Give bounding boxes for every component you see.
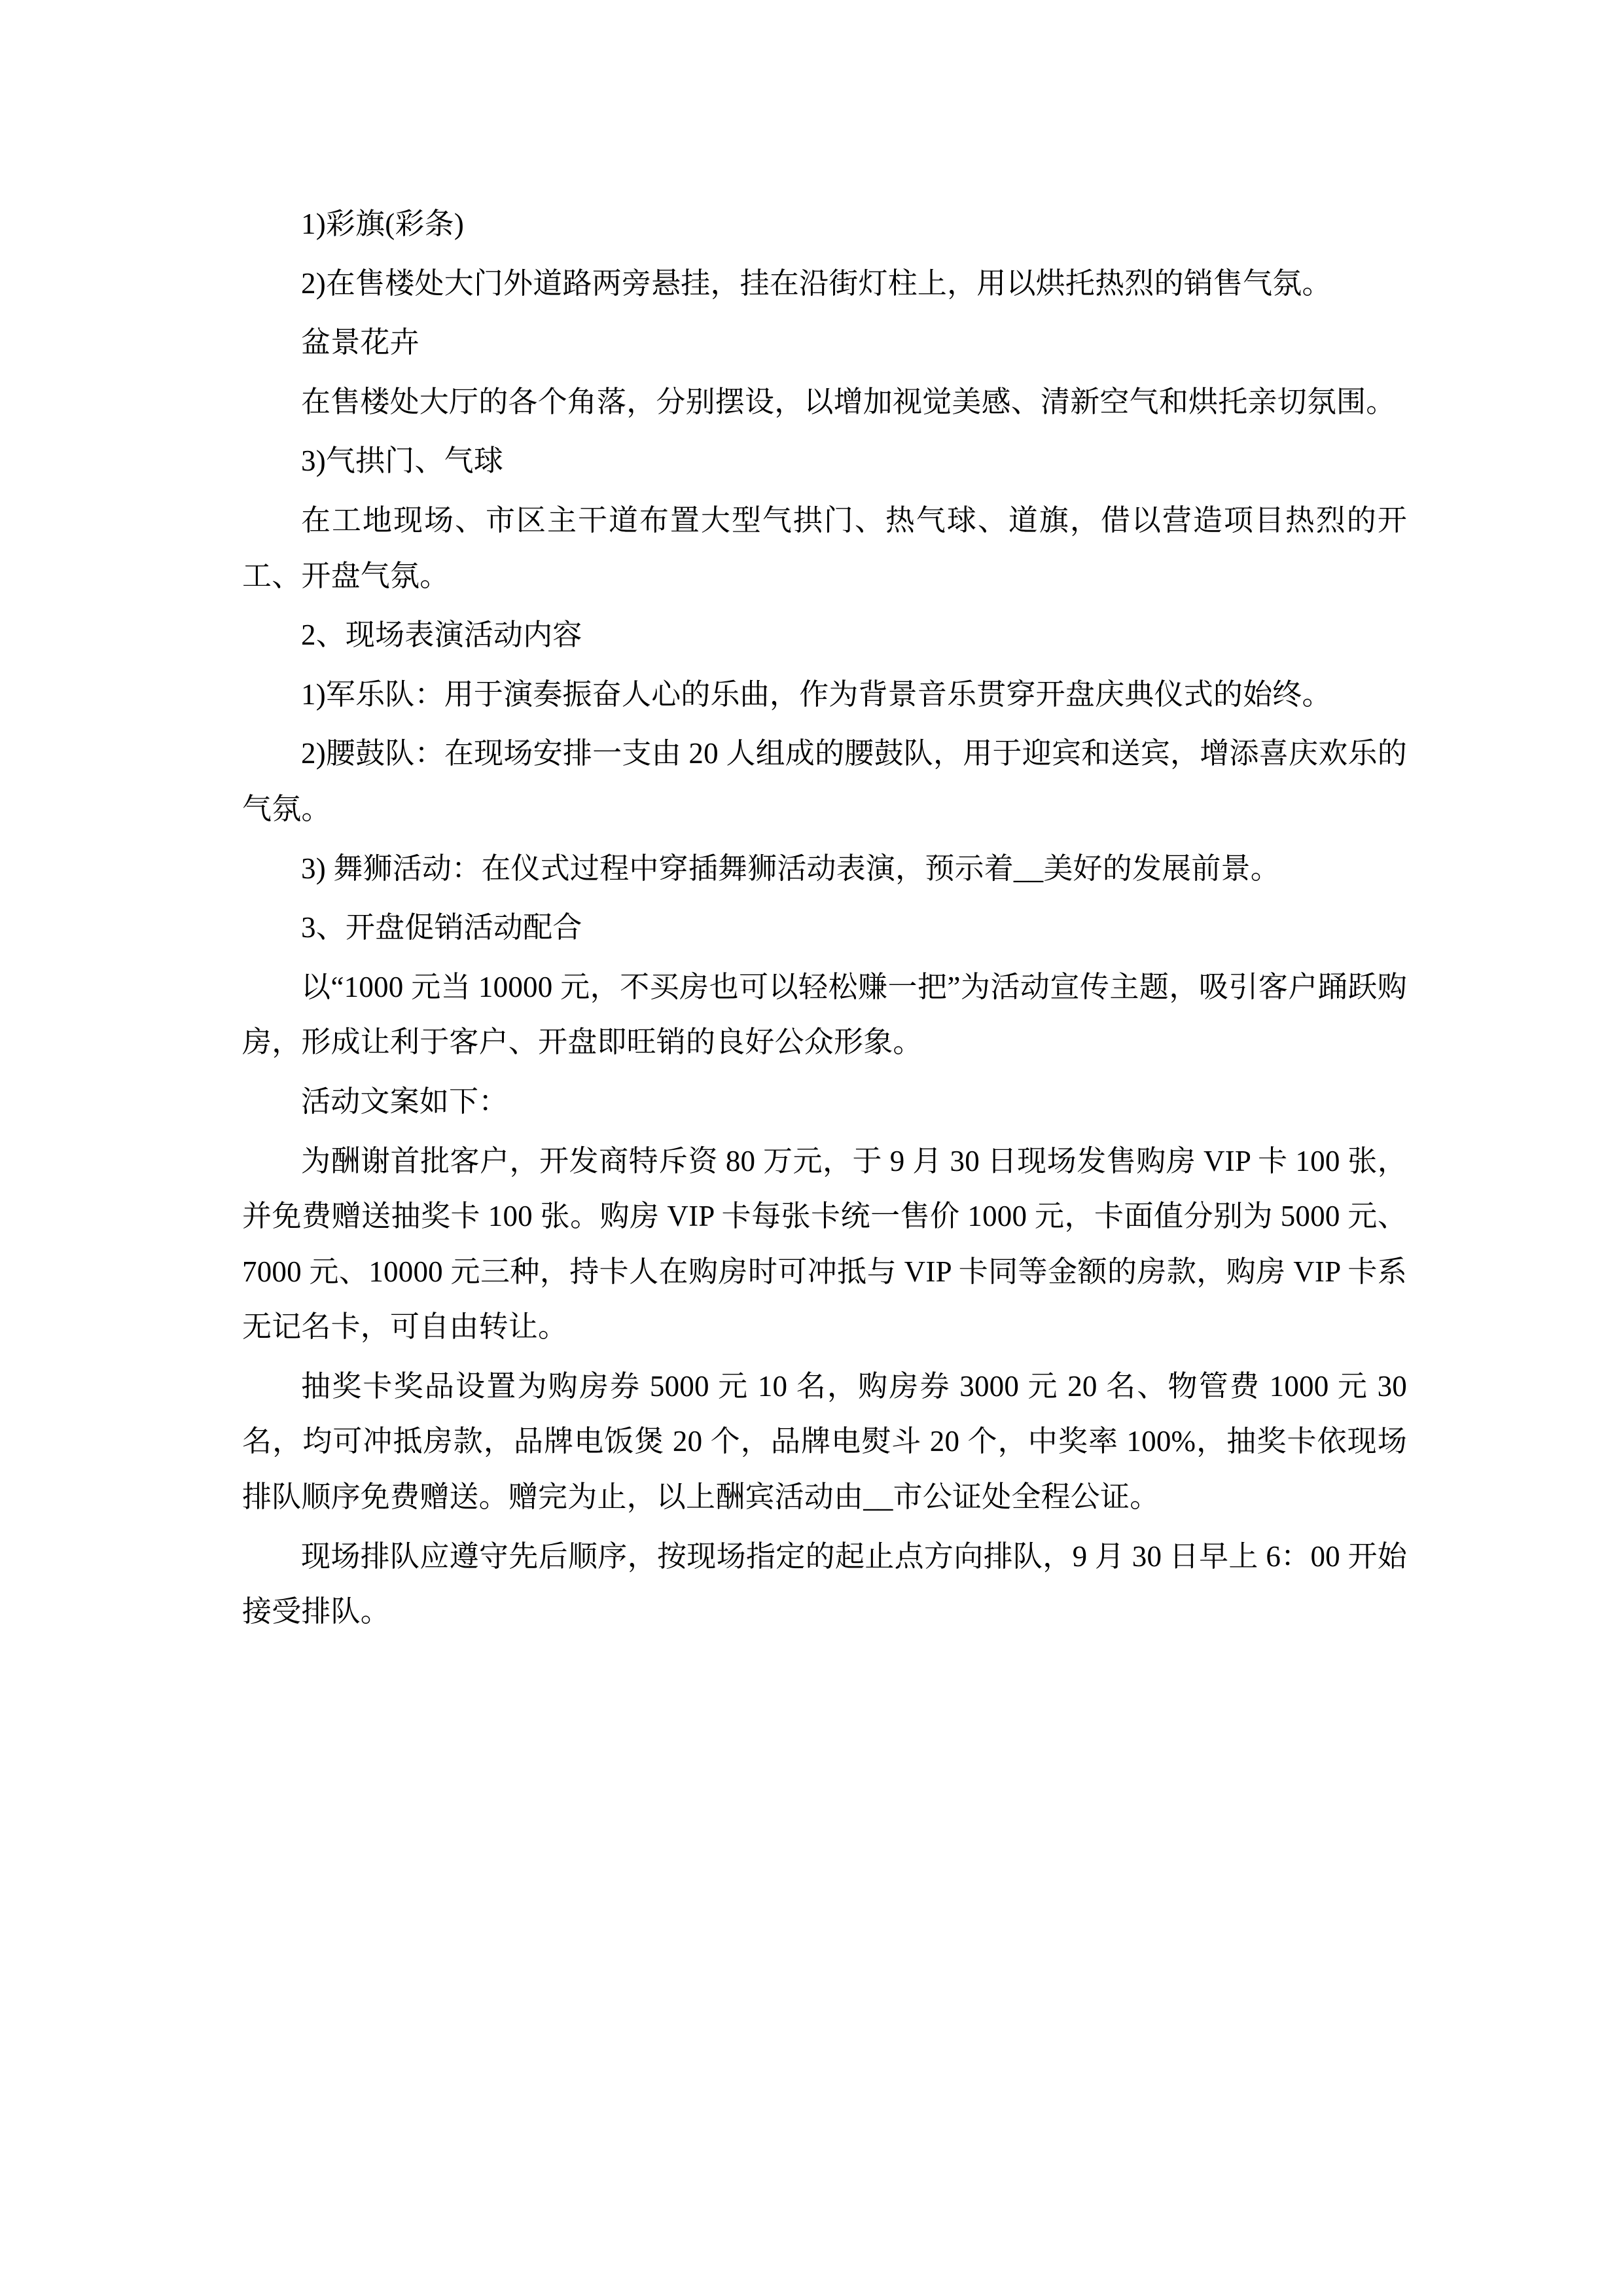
paragraph: 3) 舞狮活动：在仪式过程中穿插舞狮活动表演，预示着__美好的发展前景。 xyxy=(301,852,1280,885)
paragraph: 3、开盘促销活动配合 xyxy=(301,911,582,944)
paragraph: 3)气拱门、气球 xyxy=(301,444,504,478)
paragraph: 1)军乐队：用于演奏振奋人心的乐曲，作为背景音乐贯穿开盘庆典仪式的始终。 xyxy=(301,677,1332,711)
paragraph: 以“1000 元当 10000 元，不买房也可以轻松赚一把”为活动宣传主题，吸引客户踊跃购房，形成让利于客户、开盘即旺销的良好公众形象。 xyxy=(242,970,1407,1059)
paragraph: 为酬谢首批客户，开发商特斥资 80 万元，于 9 月 30 日现场发售购房 VIP 卡 100 张，并免费赠送抽奖卡 100 张。购房 VIP 卡每张卡统一售价 1000 元，卡面值分别为 5000 元、7000 元、10000 元三种，持卡人在购房时可冲抵与 VIP 卡同等金额的房款，购房 VIP 卡系无记名卡，可自由转让。 xyxy=(242,1144,1407,1344)
paragraph: 2)在售楼处大门外道路两旁悬挂，挂在沿街灯柱上，用以烘托热烈的销售气氛。 xyxy=(301,266,1332,300)
paragraph: 在售楼处大厅的各个角落，分别摆设，以增加视觉美感、清新空气和烘托亲切氛围。 xyxy=(301,385,1396,418)
paragraph: 2、现场表演活动内容 xyxy=(301,619,582,652)
paragraph: 盆景花卉 xyxy=(301,326,419,359)
paragraph: 抽奖卡奖品设置为购房券 5000 元 10 名，购房券 3000 元 20 名、物管费 1000 元 30 名，均可冲抵房款，品牌电饭煲 20 个，品牌电熨斗 20 个，中奖率 100%，抽奖卡依现场排队顺序免费赠送。赠完为止，以上酬宾活动由__市公证处全程公证。 xyxy=(242,1369,1415,1514)
paragraph: 1)彩旗(彩条) xyxy=(301,207,465,240)
paragraph: 现场排队应遵守先后顺序，按现场指定的起止点方向排队，9 月 30 日早上 6：00 开始接受排队。 xyxy=(242,1539,1407,1628)
document-body xyxy=(242,196,1415,1640)
paragraph: 2)腰鼓队：在现场安排一支由 20 人组成的腰鼓队，用于迎宾和送宾，增添喜庆欢乐的气氛。 xyxy=(242,737,1407,825)
paragraph: 在工地现场、市区主干道布置大型气拱门、热气球、道旗，借以营造项目热烈的开工、开盘气氛。 xyxy=(242,503,1407,592)
paragraph: 活动文案如下： xyxy=(301,1085,508,1118)
